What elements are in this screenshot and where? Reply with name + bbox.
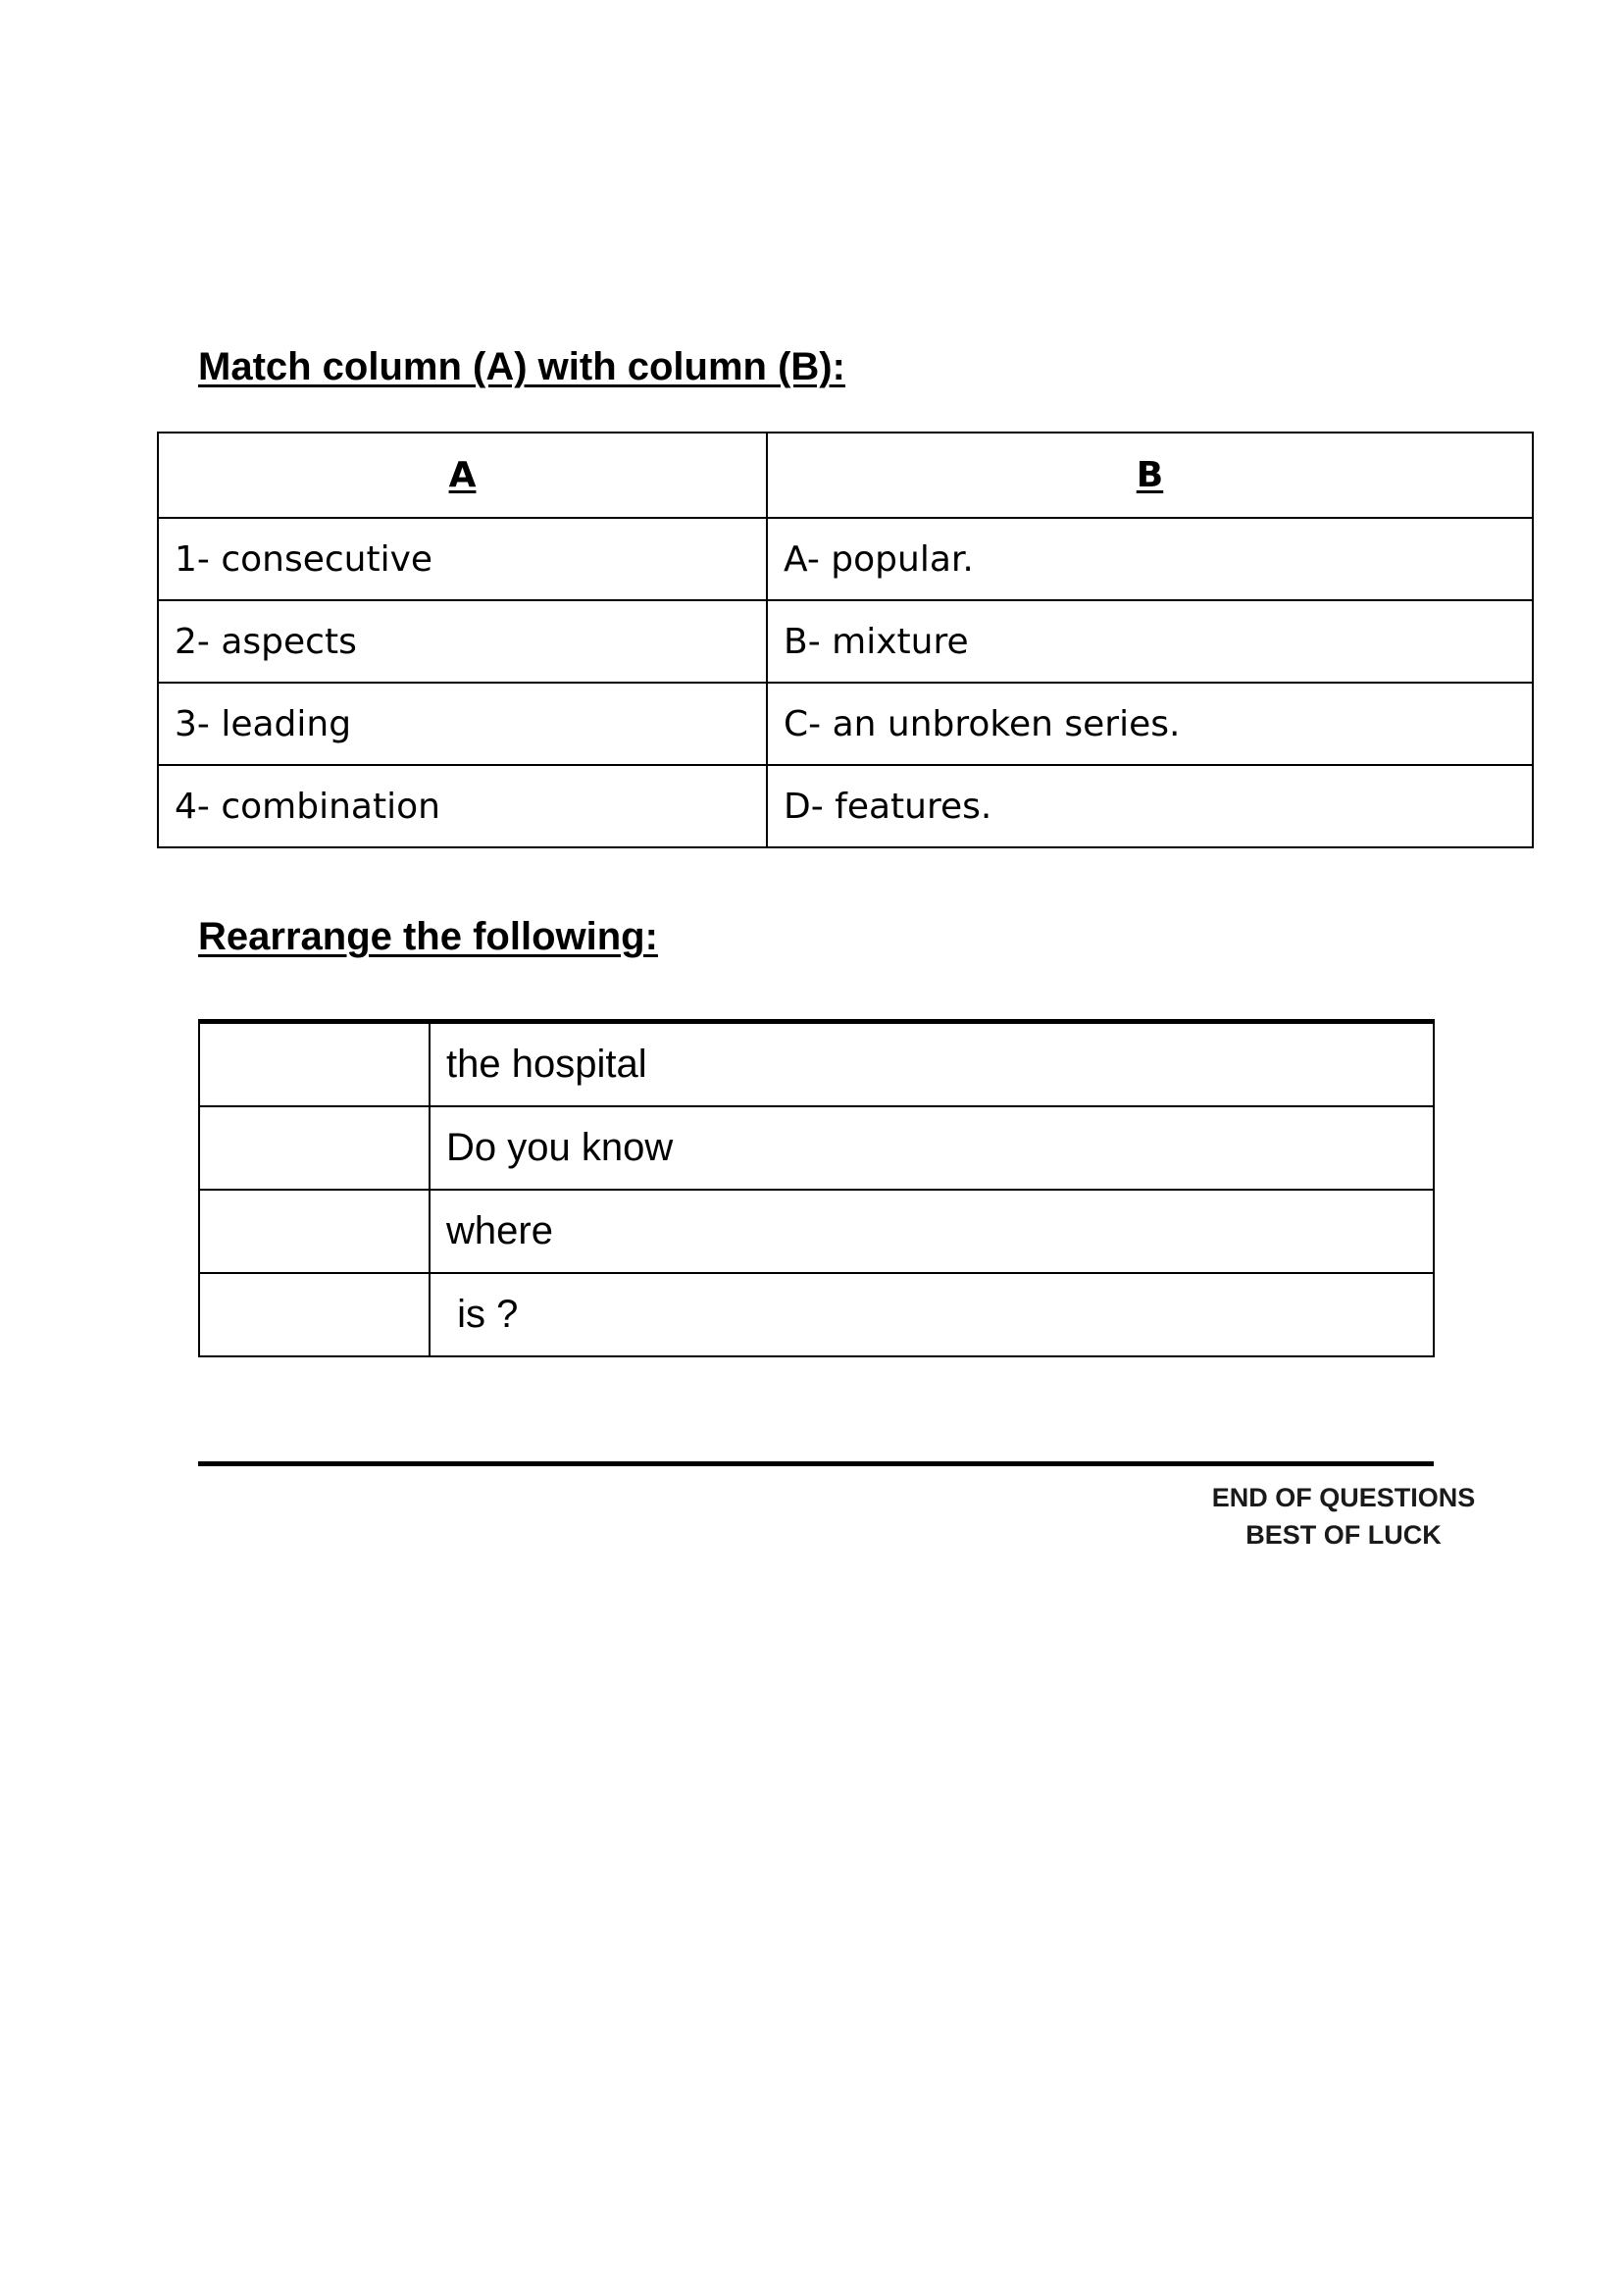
match-definition: D- features.: [767, 765, 1533, 847]
rearrange-answer-cell[interactable]: [199, 1190, 430, 1273]
rearrange-fragment: where: [430, 1190, 1434, 1273]
rearrange-table: [198, 1019, 1435, 1357]
end-notes: [1177, 1479, 1510, 1554]
rearrange-answer-cell[interactable]: [199, 1022, 430, 1107]
rearrange-row: [199, 1022, 1434, 1107]
match-term: 2- aspects: [158, 600, 767, 683]
match-term: 1- consecutive: [158, 518, 767, 600]
rearrange-answer-cell[interactable]: [199, 1273, 430, 1356]
match-row: [158, 518, 1533, 600]
match-term: 3- leading: [158, 683, 767, 765]
rearrange-row: [199, 1273, 1434, 1356]
rearrange-fragment: is ?: [430, 1273, 1434, 1356]
column-b-header: B: [767, 433, 1533, 518]
match-term: 4- combination: [158, 765, 767, 847]
rearrange-fragment: Do you know: [430, 1106, 1434, 1190]
column-a-header: A: [158, 433, 767, 518]
match-definition: A- popular.: [767, 518, 1533, 600]
match-row: [158, 600, 1533, 683]
match-table: [157, 432, 1534, 848]
match-table-header-row: [158, 433, 1533, 518]
match-definition: B- mixture: [767, 600, 1533, 683]
best-of-luck-text: BEST OF LUCK: [1245, 1520, 1442, 1550]
end-divider: [198, 1461, 1434, 1466]
rearrange-fragment: the hospital: [430, 1022, 1434, 1107]
rearrange-row: [199, 1190, 1434, 1273]
match-row: [158, 683, 1533, 765]
match-definition: C- an unbroken series.: [767, 683, 1533, 765]
rearrange-answer-cell[interactable]: [199, 1106, 430, 1190]
match-heading: Match column (A) with column (B):: [198, 345, 845, 388]
rearrange-row: [199, 1106, 1434, 1190]
end-of-questions-text: END OF QUESTIONS: [1211, 1483, 1476, 1512]
match-row: [158, 765, 1533, 847]
rearrange-heading: Rearrange the following:: [198, 915, 658, 958]
